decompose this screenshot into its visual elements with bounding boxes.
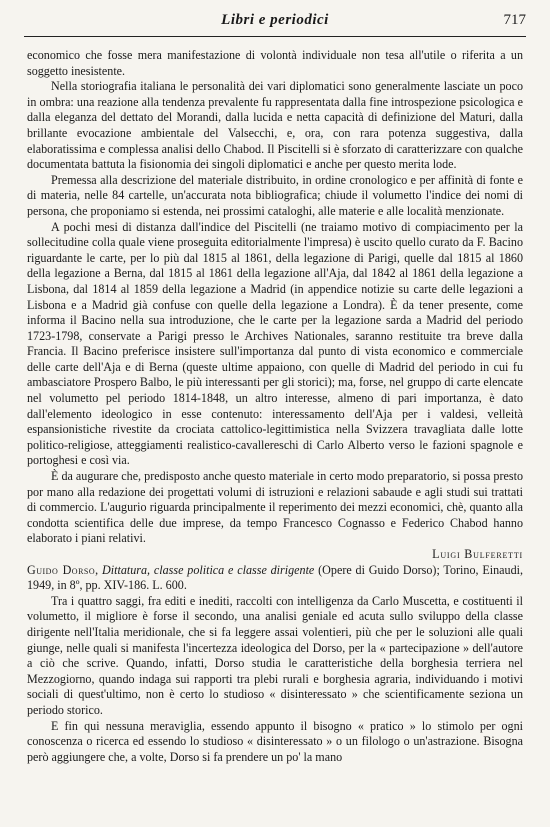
review-paragraph: E fin qui nessuna meraviglia, essendo appunto il bisogno « pratico » lo stimolo per ogni conoscenza o ricerca ed essendo lo studioso « disinteressato » o un filologo o un'astrazione. Bisogna però aggiungere che, a volte, Dorso si fa prendere un po' la mano xyxy=(27,718,523,764)
review-signature: Luigi Bulferetti xyxy=(432,547,523,561)
review-author: Guido Dorso xyxy=(27,562,96,577)
review-publication-details: (Opere di Guido Dorso); Torino, Einaudi, 1949, in 8º, pp. XIV-186. L. 600. xyxy=(27,562,523,593)
paragraph-bacino: A pochi mesi di distanza dall'indice del Piscitelli (ne traiamo motivo di compiacimento per la sollecitudine colla quale viene proseguita editorialmente l'impresa) è uscito quello curato da F. Bacino riguardante le carte, per lo più dal 1815 al 1861, della legazione di Parigi, quelle dal 1815 al 1860 della legazione a Berna, dal 1815 al 1861 della legazione all'Aja, dal 1842 al 1861 della legazione a Lisbona, dal 1814 al 1859 della legazione a Madrid (in appendice notizie su carte delle legazioni a Lisbona e a Madrid già confuse con quelle della legazione a Londra). È da tener presente, come informa il Bacino nella sua introduzione, che le carte per la legazione sarda a Madrid del periodo 1723-1798, conservate a Parigi presso le Archives Nationales, saranno restituite tra breve dalla Francia. Il Bacino preferisce insistere sull'importanza dal punto di vista economico e commerciale delle carte dell'Aja e di Berna (queste ultime appaiono, con quelle di Madrid del periodo in cui fu ambasciatore Prospero Balbo, le più interessanti per gli storici); ma, forse, nel gruppo di carte elencate nel volumetto pel periodo 1814-1848, un altro interesse, almeno di pari importanza, è dato dall'elemento ideologico in esse contenuto: interessamento dell'Aja per i valdesi, velleità espansionistiche rivestite da crociata cattolico-legittimistica nella Svizzera travagliata dalle lotte politico-religiose, atteggiamenti realistico-cavallereschi di Carlo Alberto verso le fazioni spagnole e portoghesi e così via. xyxy=(27,219,523,468)
review-book-title: Dittatura, classe politica e classe dirigente xyxy=(102,562,315,577)
paragraph-storiografia: Nella storiografia italiana le personalità dei vari diplomatici sono generalmente lasciate un poco in ombra: una reazione alla tendenza prevalente fu rappresentata dalla fine introspezione psicologica e dalla eleganza del dettato del Morandi, dalla lucida e netta capacità di definizione del Maturi, dalla brillante evocazione ambientale del Valsecchi, e, ora, con rara potenza suggestiva, dalla elaboratissima e complessa analisi dello Chabod. Il Piscitelli si è sforzato di caratterizzare con qualche documentata battuta la fisionomia dei singoli diplomatici e anche per questo merita lode. xyxy=(27,79,523,172)
review-paragraph: Tra i quattro saggi, fra editi e inediti, raccolti con intelligenza da Carlo Muscetta, e costituenti il volumetto, il migliore è forse il secondo, una analisi geniale ed acuta sullo sviluppo della classe dirigente nell'Italia meridionale, che si fa leggere assai volentieri, più che per le soluzioni alle quali giunge, nelle quali si manifesta l'incertezza ideologica del Dorso, per la « partecipazione » dell'autore a ciò che scrive. Quando, infatti, Dorso studia le caratteristiche della borghesia terriera nel Mezzogiorno, quando indaga sui rapporti tra plebi rurali e borghesia agraria, individuando i motivi sociali di quest'ultimo, non è certo lo studioso « disinteressato » che scientificamente seziona un periodo storico. xyxy=(27,593,523,717)
running-title: Libri e periodici xyxy=(221,12,329,28)
paragraph-premessa: Premessa alla descrizione del materiale distribuito, in ordine cronologico e per affinità di fonte e di materia, nelle 84 cartelle, un'accurata nota bibliografica; chiude il volumetto l'indice dei nomi di persona, che proponiamo si estenda, nei prossimi cataloghi, alle materie e alle località menzionate. xyxy=(27,172,523,218)
review-heading: Guido Dorso, Dittatura, classe politica e classe dirigente (Opere di Guido Dorso); Torino, Einaudi, 1949, in 8º, pp. XIV-186. L. 600. xyxy=(27,562,523,593)
paragraph-continued: economico che fosse mera manifestazione di volontà individuale non tesa all'utile o riferita a un soggetto inesistente. xyxy=(27,48,523,78)
paragraph-augurio: È da augurare che, predisposto anche questo materiale in certo modo preparatorio, si possa presto por mano alla redazione dei progettati volumi di istruzioni e relazioni sabaude e agli studi sui trattati di commercio. L'augurio riguarda principalmente il reperimento dei mezzi economici, chè, quanto alla condotta scientifica delle due imprese, da tempo Francesco Cognasso e Federico Chabod hanno elaborato i piani relativi. xyxy=(27,469,523,546)
running-header xyxy=(24,8,526,37)
page-body xyxy=(27,48,523,827)
page-number: 717 xyxy=(503,12,526,28)
